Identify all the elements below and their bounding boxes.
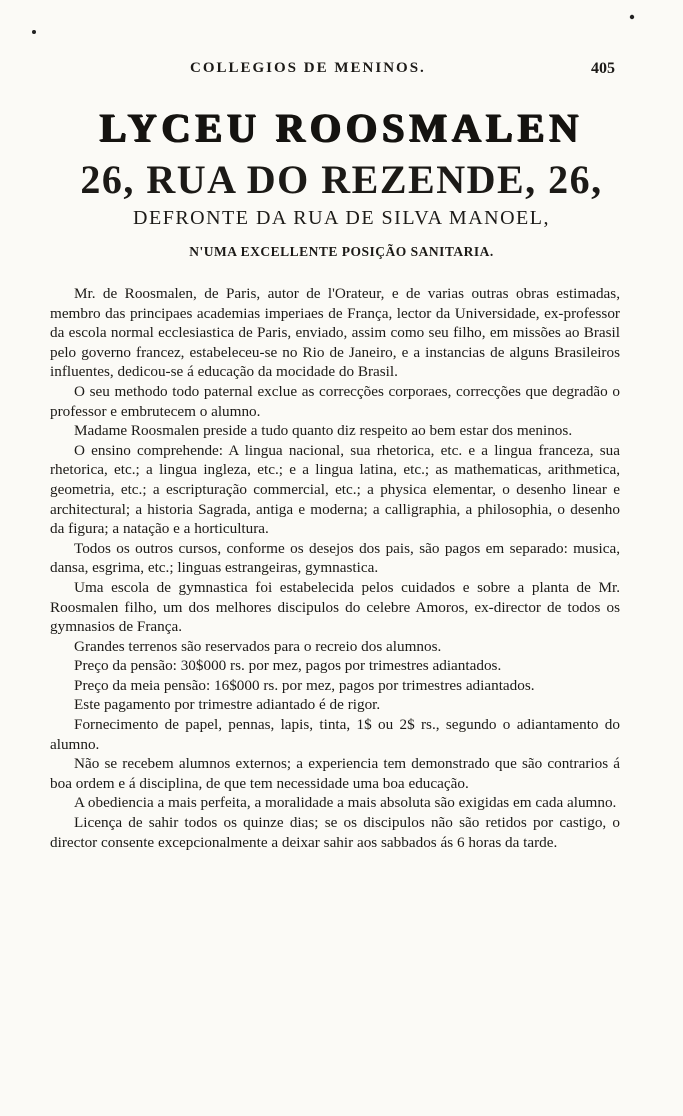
paragraph: O seu methodo todo paternal exclue as correcções corporaes, correcções que degradão o professor e embrutecem o alumno. (50, 382, 620, 420)
paragraph: Preço da pensão: 30$000 rs. por mez, pagos por trimestres adiantados. (74, 657, 502, 675)
section-title: COLLEGIOS DE MENINOS. (190, 60, 426, 76)
paragraph: Este pagamento por trimestre adiantado é de rigor. (74, 696, 381, 714)
body-text (50, 284, 620, 852)
school-name-heading: LYCEU ROOSMALEN (99, 105, 584, 150)
paragraph: Mr. de Roosmalen, de Paris, autor de l'Orateur, e de varias outras obras estimadas, membro das principaes academias imperiaes de França, lector da Universidade, ex-professor da escola normal ecclesiastica de Paris, enviado, assim como seu filho, em missões ao Brasil pelo governo francez, estabeleceu-se no Rio de Janeiro, e a instancias de alguns Brasileiros influentes, dedicou-se á educação da mocidade do Brasil. (50, 285, 620, 381)
running-head (0, 60, 683, 84)
paragraph: A obediencia a mais perfeita, a moralidade a mais absoluta são exigidas em cada alumno. (74, 794, 617, 812)
paragraph: O ensino comprehende: A lingua nacional, sua rhetorica, etc. e a lingua franceza, sua rhetorica, etc.; a lingua ingleza, etc.; e a lingua latina, etc.; as mathematicas, arithmetica, geometria, etc.; a escripturação commercial, etc.; a physica elementar, o desenho linear e architectural; a historia Sagrada, antiga e moderna; a calligraphia, a philosophia, o desenho da figura; a natação e a horticultura. (50, 441, 620, 538)
address-heading: 26, RUA DO REZENDE, 26, (80, 157, 603, 202)
paragraph: Preço da meia pensão: 16$000 rs. por mez, pagos por trimestres adiantados. (74, 676, 535, 694)
paragraph: Madame Roosmalen preside a tudo quanto diz respeito ao bem estar dos meninos. (74, 422, 573, 440)
page-number: 405 (591, 60, 615, 77)
print-speck-icon (30, 28, 38, 36)
opposite-street-line: DEFRONTE DA RUA DE SILVA MANOEL, (133, 207, 550, 229)
location-line: N'UMA EXCELLENTE POSIÇÃO SANITARIA. (189, 244, 494, 259)
paragraph: Licença de sahir todos os quinze dias; se os discipulos não são retidos por castigo, o director consente excepcionalmente a deixar sahir aos sabbados ás 6 horas da tarde. (50, 814, 620, 851)
paragraph: Uma escola de gymnastica foi estabelecida pelos cuidados e sobre a planta de Mr. Roosmalen filho, um dos melhores discipulos do celebre Amoros, ex-director de todos os gymnasios de França. (50, 578, 620, 636)
paragraph: Grandes terrenos são reservados para o recreio dos alumnos. (74, 637, 442, 655)
paragraph: Não se recebem alumnos externos; a experiencia tem demonstrado que são contrarios á boa ordem e á disciplina, de que tem necessidade uma boa educação. (50, 755, 620, 792)
paragraph: Todos os outros cursos, conforme os desejos dos pais, são pagos em separado: musica, dansa, esgrima, etc.; linguas estrangeiras, gymnastica. (50, 539, 620, 577)
paragraph: Fornecimento de papel, pennas, lapis, tinta, 1$ ou 2$ rs., segundo o adiantamento do alumno. (50, 716, 620, 753)
print-speck-icon (628, 12, 636, 22)
